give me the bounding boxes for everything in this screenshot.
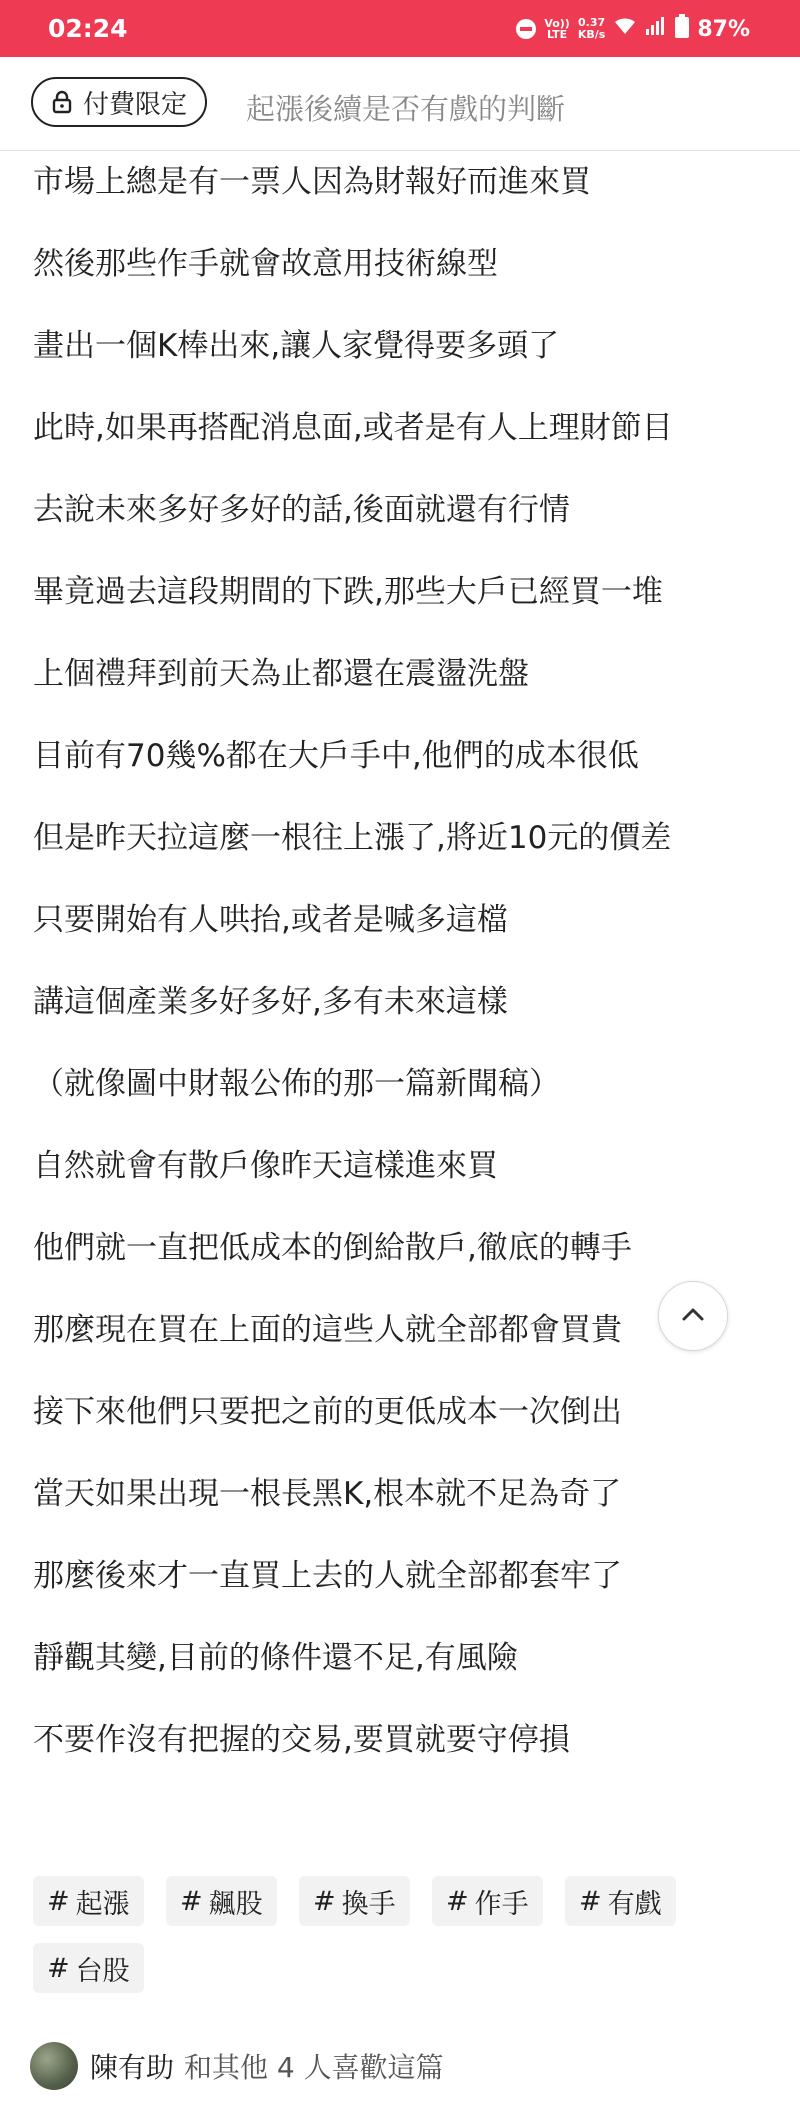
article-line: 此時,如果再搭配消息面,或者是有人上理財節目 — [33, 410, 673, 446]
article-line: 當天如果出現一根長黑K,根本就不足為奇了 — [33, 1476, 622, 1512]
tag-label: 換手 — [341, 1888, 396, 1920]
volte-bottom: LTE — [546, 28, 568, 41]
tag-chip[interactable] — [299, 1876, 410, 1926]
article-line: 目前有70幾%都在大戶手中,他們的成本很低 — [33, 738, 639, 774]
network-speed-value: 0.37 — [578, 16, 606, 29]
article-line: 他們就一直把低成本的倒給散戶,徹底的轉手 — [33, 1230, 632, 1266]
tag-chip[interactable] — [33, 1943, 144, 1993]
tag-chip[interactable] — [33, 1876, 144, 1926]
tag-chip[interactable] — [166, 1876, 277, 1926]
article-line: （就像圖中財報公佈的那一篇新聞稿） — [33, 1066, 560, 1102]
article-line: 去說未來多好多好的話,後面就還有行情 — [33, 492, 570, 528]
tag-label: 台股 — [75, 1955, 130, 1987]
battery-level: 87% — [697, 16, 750, 42]
liker-name: 陳有助 — [90, 2051, 175, 2084]
article-line: 市場上總是有一票人因為財報好而進來買 — [33, 164, 591, 200]
tag-hash: # — [313, 1885, 336, 1917]
network-speed — [578, 17, 605, 41]
tag-chip[interactable] — [565, 1876, 676, 1926]
tag-label: 作手 — [474, 1888, 529, 1920]
tag-label: 有戲 — [607, 1888, 662, 1920]
article-line: 上個禮拜到前天為止都還在震盪洗盤 — [33, 656, 529, 692]
tag-hash: # — [180, 1885, 203, 1917]
tag-hash: # — [446, 1885, 469, 1917]
paid-only-badge[interactable] — [31, 77, 207, 127]
article-body — [33, 150, 753, 1760]
article-line: 那麼後來才一直買上去的人就全部都套牢了 — [33, 1558, 622, 1594]
do-not-disturb-icon — [516, 19, 536, 39]
signal-icon — [645, 16, 667, 42]
volte-top: Vo)) — [544, 17, 570, 30]
likes-summary[interactable] — [30, 2040, 444, 2092]
tag-hash: # — [47, 1885, 70, 1917]
article-line: 畢竟過去這段期間的下跌,那些大戶已經買一堆 — [33, 574, 663, 610]
article-line: 那麼現在買在上面的這些人就全部都會買貴 — [33, 1312, 622, 1348]
battery-icon — [675, 14, 689, 44]
scroll-to-top-button[interactable] — [658, 1281, 728, 1351]
article-line: 然後那些作手就會故意用技術線型 — [33, 246, 498, 282]
article-line: 不要作沒有把握的交易,要買就要守停損 — [33, 1722, 570, 1758]
wifi-icon — [613, 16, 637, 42]
article-line: 講這個產業多好多好,多有未來這樣 — [33, 984, 508, 1020]
tag-label: 飆股 — [208, 1888, 263, 1920]
tag-hash: # — [47, 1952, 70, 1984]
likes-count-text: 和其他 4 人喜歡這篇 — [184, 2051, 444, 2084]
article-title: 起漲後續是否有戲的判斷 — [246, 92, 566, 126]
chevron-up-icon — [681, 1306, 705, 1326]
tag-hash: # — [579, 1885, 602, 1917]
article-line: 接下來他們只要把之前的更低成本一次倒出 — [33, 1394, 622, 1430]
status-bar — [0, 0, 800, 57]
status-time: 02:24 — [48, 14, 128, 43]
article-line: 只要開始有人哄抬,或者是喊多這檔 — [33, 902, 508, 938]
article-line: 自然就會有散戶像昨天這樣進來買 — [33, 1148, 498, 1184]
article-line: 但是昨天拉這麼一根往上漲了,將近10元的價差 — [33, 820, 672, 856]
paid-only-label: 付費限定 — [83, 89, 188, 120]
volte-indicator — [544, 18, 570, 40]
article-header — [0, 57, 800, 151]
article-line: 靜觀其變,目前的條件還不足,有風險 — [33, 1640, 518, 1676]
avatar — [30, 2042, 78, 2090]
tag-label: 起漲 — [75, 1888, 130, 1920]
status-icons — [516, 12, 750, 46]
article-line: 畫出一個K棒出來,讓人家覺得要多頭了 — [33, 328, 560, 364]
network-speed-unit: KB/s — [577, 28, 606, 41]
tag-chip[interactable] — [432, 1876, 543, 1926]
lock-icon — [51, 90, 73, 114]
